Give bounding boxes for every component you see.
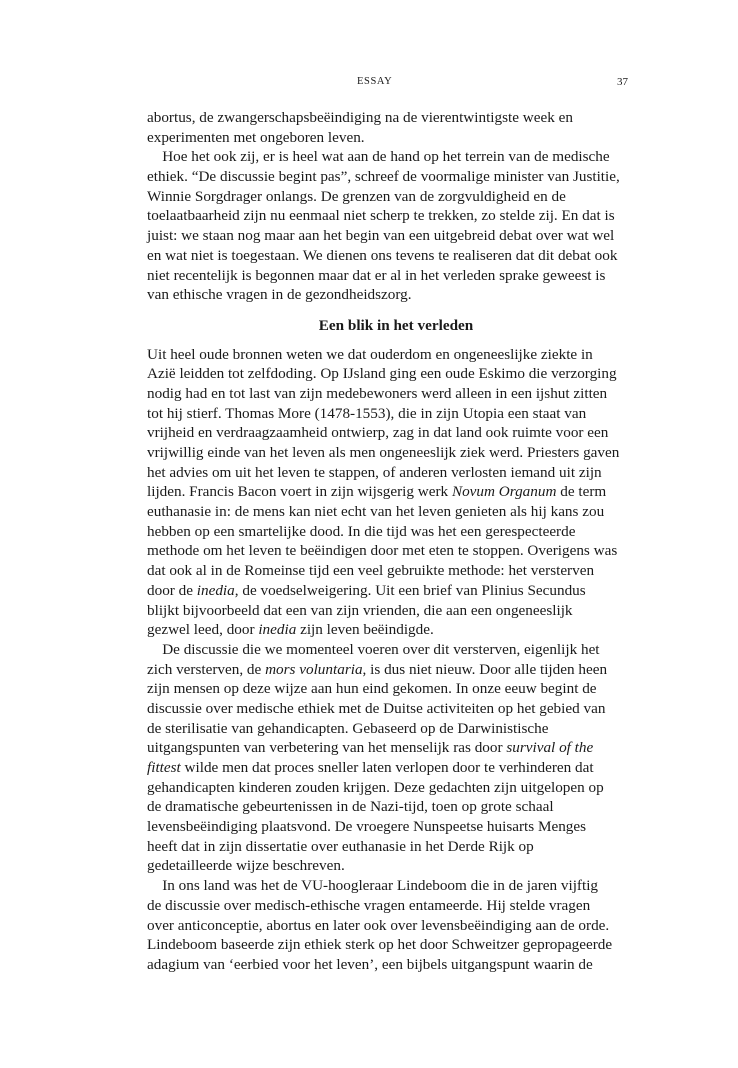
text-line: gehandicapten kinderen zouden krijgen. Deze gedachten zijn uitgelopen op: [147, 778, 604, 796]
text-line: niet recentelijk is begonnen maar dat er al in het verleden sprake geweest is: [147, 266, 606, 284]
text-line: uitgangspunten van verbetering van het menselijk ras door survival of the: [147, 739, 594, 757]
text-line: adagium van ‘eerbied voor het leven’, een bijbels uitgangspunt waarin de: [147, 955, 593, 973]
text-line: abortus, de zwangerschapsbeëindiging na de vierentwintigste week en: [147, 109, 573, 126]
essay-body: [147, 108, 645, 975]
text-line: discussie over medische ethiek met de Duitse activiteiten op het gebied van: [147, 699, 606, 717]
text-line: tot hij stierf. Thomas More (1478-1553), die in zijn Utopia een staat van: [147, 404, 587, 422]
text-line: In ons land was het de VU-hoogleraar Lindeboom die in de jaren vijftig: [147, 877, 599, 895]
text-line: blijkt bijvoorbeeld dat een van zijn vrienden, die aan een ongeneeslijk: [147, 601, 573, 619]
header-title: ESSAY: [357, 76, 393, 87]
text-line: methode om het leven te beëindigen door met eten te stoppen. Overigens was: [147, 542, 618, 560]
text-line: gezwel leed, door inedia zijn leven beëindigde.: [147, 621, 434, 639]
text-line: door de inedia, de voedselweigering. Uit een brief van Plinius Secundus: [147, 581, 586, 599]
text-line: fittest wilde men dat proces sneller laten verlopen door te verhinderen dat: [147, 759, 594, 776]
section-heading: Een blik in het verleden: [318, 316, 474, 334]
text-line: Lindeboom baseerde zijn ethiek sterk op het door Schweitzer gepropageerde: [147, 936, 613, 954]
text-line: ethiek. “De discussie begint pas”, schreef de voormalige minister van Justitie,: [147, 168, 620, 186]
text-line: dat ook al in de Romeinse tijd een veel gebruikte methode: het versterven: [147, 562, 595, 580]
text-line: van ethische vragen in de gezondheidszorg.: [147, 286, 412, 304]
text-line: de sterilisatie van gehandicapten. Gebaseerd op de Darwinistische: [147, 719, 549, 737]
text-line: heeft dat in zijn dissertatie over euthanasie in het Derde Rijk op: [147, 837, 534, 855]
text-line: Azië leidden tot zelfdoding. Op IJsland ging een oude Eskimo die verzorging: [147, 365, 617, 383]
page-number: 37: [617, 76, 628, 88]
text-line: de dramatische gebeurtenissen in de Nazi-tijd, toen op grote schaal: [147, 798, 554, 816]
text-line: de discussie over medisch-ethische vragen entameerde. Hij stelde vragen: [147, 896, 591, 914]
text-line: De discussie die we momenteel voeren over dit versterven, eigenlijk het: [147, 640, 600, 658]
text-line: lijden. Francis Bacon voert in zijn wijsgerig werk Novum Organum de term: [147, 483, 607, 501]
text-line: over anticonceptie, abortus en later ook over levensbeëindiging aan de orde.: [147, 916, 610, 934]
text-line: Hoe het ook zij, er is heel wat aan de hand op het terrein van de medische: [147, 148, 610, 166]
text-line: juist: we staan nog maar aan het begin van een uitgebreid debat over wat wel: [147, 227, 615, 245]
text-line: vrijheid en verdraagzaamheid ontwierp, zag in dat land ook ruimte voor een: [147, 424, 609, 442]
text-line: Uit heel oude bronnen weten we dat ouderdom en ongeneeslijke ziekte in: [147, 345, 593, 363]
text-line: vrijwillig einde van het leven als men ongeneeslijk ziek werd. Priesters gaven: [147, 444, 620, 461]
text-line: euthanasie in: de mens kan niet echt van het leven genieten als hij kans zou: [147, 503, 605, 521]
text-line: het advies om uit het leven te stappen, of anderen verlosten iemand uit zijn: [147, 463, 602, 481]
text-line: levensbeëindiging plaatsvond. De vroegere Nunspeetse huisarts Menges: [147, 818, 587, 836]
text-line: zijn mensen op deze wijze aan hun eind gekomen. In onze eeuw begint de: [147, 680, 597, 698]
text-line: nodig had en tot last van zijn medebewoners werd alleen in een ijshut zitten: [147, 384, 608, 402]
text-line: zich versterven, de mors voluntaria, is dus niet nieuw. Door alle tijden heen: [147, 660, 608, 678]
text-line: gedetailleerde wijze beschreven.: [147, 857, 345, 875]
text-line: experimenten met ongeboren leven.: [147, 128, 365, 146]
text-line: en wat niet is toegestaan. We dienen ons tevens te realiseren dat dit debat ook: [147, 246, 618, 264]
text-line: Winnie Sorgdrager onlangs. De grenzen van de zorgvuldigheid en de: [147, 187, 566, 205]
text-line: toelaatbaarheid zijn nu eenmaal niet scherp te trekken, zo stelde zij. En dat is: [147, 207, 615, 225]
text-line: hebben op een smartelijke dood. In die tijd was het een gerespecteerde: [147, 522, 576, 540]
